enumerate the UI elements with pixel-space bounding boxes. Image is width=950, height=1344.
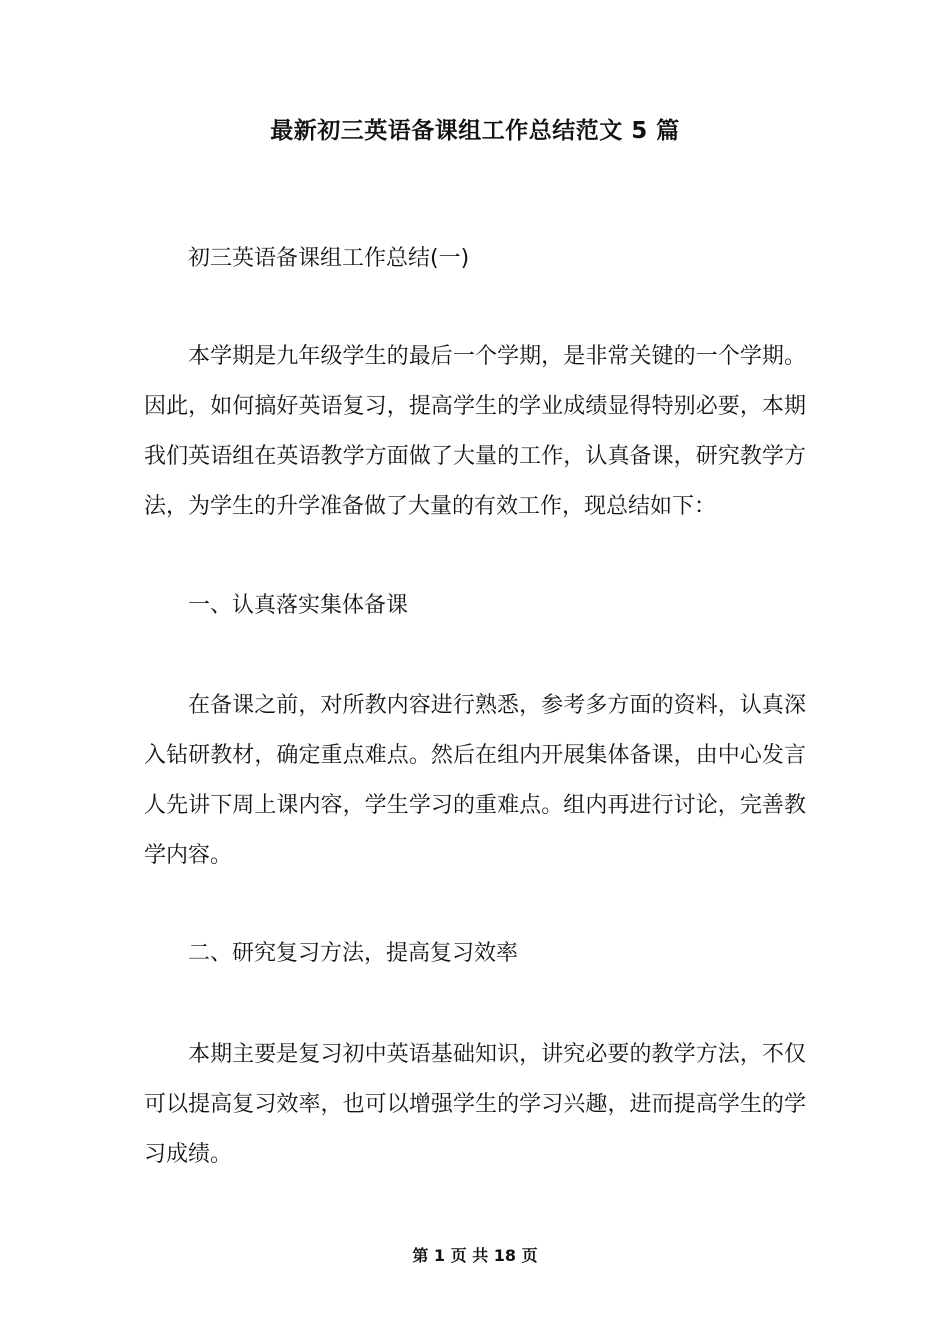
section-heading: 初三英语备课组工作总结(一) (188, 246, 470, 271)
body-paragraph: 本学期是九年级学生的最后一个学期，是非常关键的一个学期。因此，如何搞好英语复习，提高学生的学业成绩显得特别必要，本期我们英语组在英语教学方面做了大量的工作，认真备课，研究教学方法，为学生的升学准备做了大量的有效工作，现总结如下： (144, 344, 806, 519)
section-heading: 二、研究复习方法，提高复习效率 (188, 941, 519, 966)
page-footer: 第 1 页 共 18 页 (412, 1246, 538, 1265)
section-heading: 一、认真落实集体备课 (188, 593, 409, 618)
document-title: 最新初三英语备课组工作总结范文 5 篇 (270, 118, 680, 144)
body-paragraph: 在备课之前，对所教内容进行熟悉，参考多方面的资料，认真深入钻研教材，确定重点难点。然后在组内开展集体备课，由中心发言人先讲下周上课内容，学生学习的重难点。组内再进行讨论，完善教学内容。 (144, 693, 806, 868)
body-paragraph: 本期主要是复习初中英语基础知识，讲究必要的教学方法，不仅可以提高复习效率，也可以增强学生的学习兴趣，进而提高学生的学习成绩。 (144, 1042, 806, 1167)
